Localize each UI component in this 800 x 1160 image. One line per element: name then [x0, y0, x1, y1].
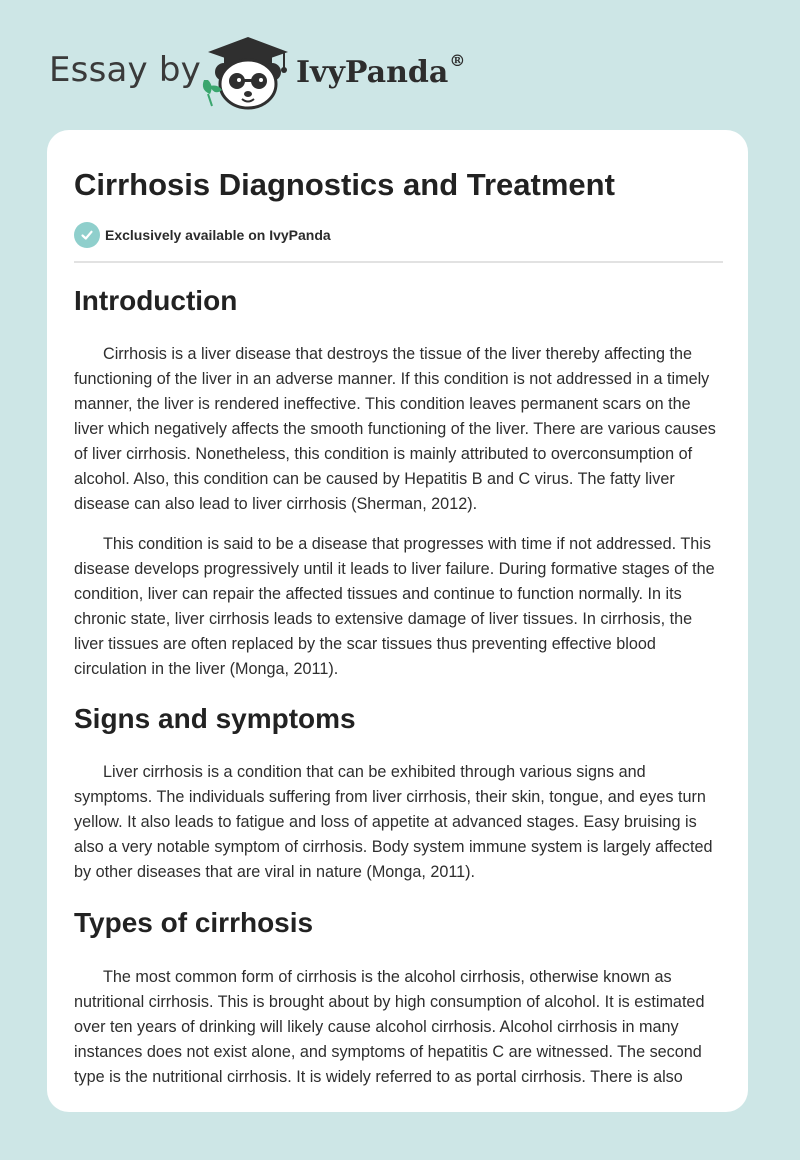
registered-mark: ®	[449, 51, 466, 70]
paragraph: Cirrhosis is a liver disease that destroys the tissue of the liver thereby affecting the functioning of the liver in an adverse manner. If this condition is not addressed in a timely manner, the liver is rendered ineffective. This condition leaves permanent scars on the liver which negatively affects the smooth functioning of the liver. There are various causes of liver cirrhosis. Nonetheless, this condition is mainly attributed to overconsumption of alcohol. Also, this condition can be caused by Hepatitis B and C virus. The fatty liver disease can also lead to liver cirrhosis (Sherman, 2012).	[74, 345, 716, 513]
section-heading-introduction: Introduction	[74, 285, 238, 316]
check-icon	[74, 222, 100, 248]
essay-by-label: Essay by	[49, 50, 201, 90]
brand-text: IvyPanda	[296, 55, 449, 90]
badge-label: Exclusively available on IvyPanda	[105, 227, 331, 243]
paragraph: The most common form of cirrhosis is the alcohol cirrhosis, otherwise known as nutritional cirrhosis. This is brought about by high consumption of alcohol. It is estimated over ten years of drinking will likely cause alcohol cirrhosis. Alcohol cirrhosis in many instances does not exist alone, and symptoms of hepatitis C are witnessed. The second type is the nutritional cirrhosis. It is widely referred to as portal cirrhosis. There is also	[74, 968, 705, 1086]
paragraph: This condition is said to be a disease that progresses with time if not addressed. This disease develops progressively until it leads to liver failure. During formative stages of the condition, liver can repair the affected tissues and continue to function normally. In its chronic state, liver cirrhosis leads to extensive damage of liver tissues. In cirrhosis, the liver tissues are often replaced by the scar tissues thus preventing effective blood circulation in the liver (Monga, 2011).	[74, 535, 715, 678]
essay-card	[47, 130, 748, 1112]
panda-logo-icon[interactable]	[198, 34, 294, 110]
section-heading-signs-and-symptoms: Signs and symptoms	[74, 703, 356, 734]
page-title: Cirrhosis Diagnostics and Treatment	[74, 167, 615, 202]
essay-body	[74, 282, 723, 1090]
brand-name[interactable]	[296, 51, 466, 90]
exclusive-badge	[74, 222, 331, 248]
divider	[74, 261, 723, 263]
site-header	[0, 0, 800, 125]
section-heading-types-of-cirrhosis: Types of cirrhosis	[74, 907, 314, 938]
paragraph: Liver cirrhosis is a condition that can be exhibited through various signs and symptoms. The individuals suffering from liver cirrhosis, their skin, tongue, and eyes turn yellow. It also leads to fatigue and loss of appetite at advanced stages. Easy bruising is also a very notable symptom of cirrhosis. Body system immune system is largely affected by other diseases that are viral in nature (Monga, 2011).	[74, 763, 713, 881]
